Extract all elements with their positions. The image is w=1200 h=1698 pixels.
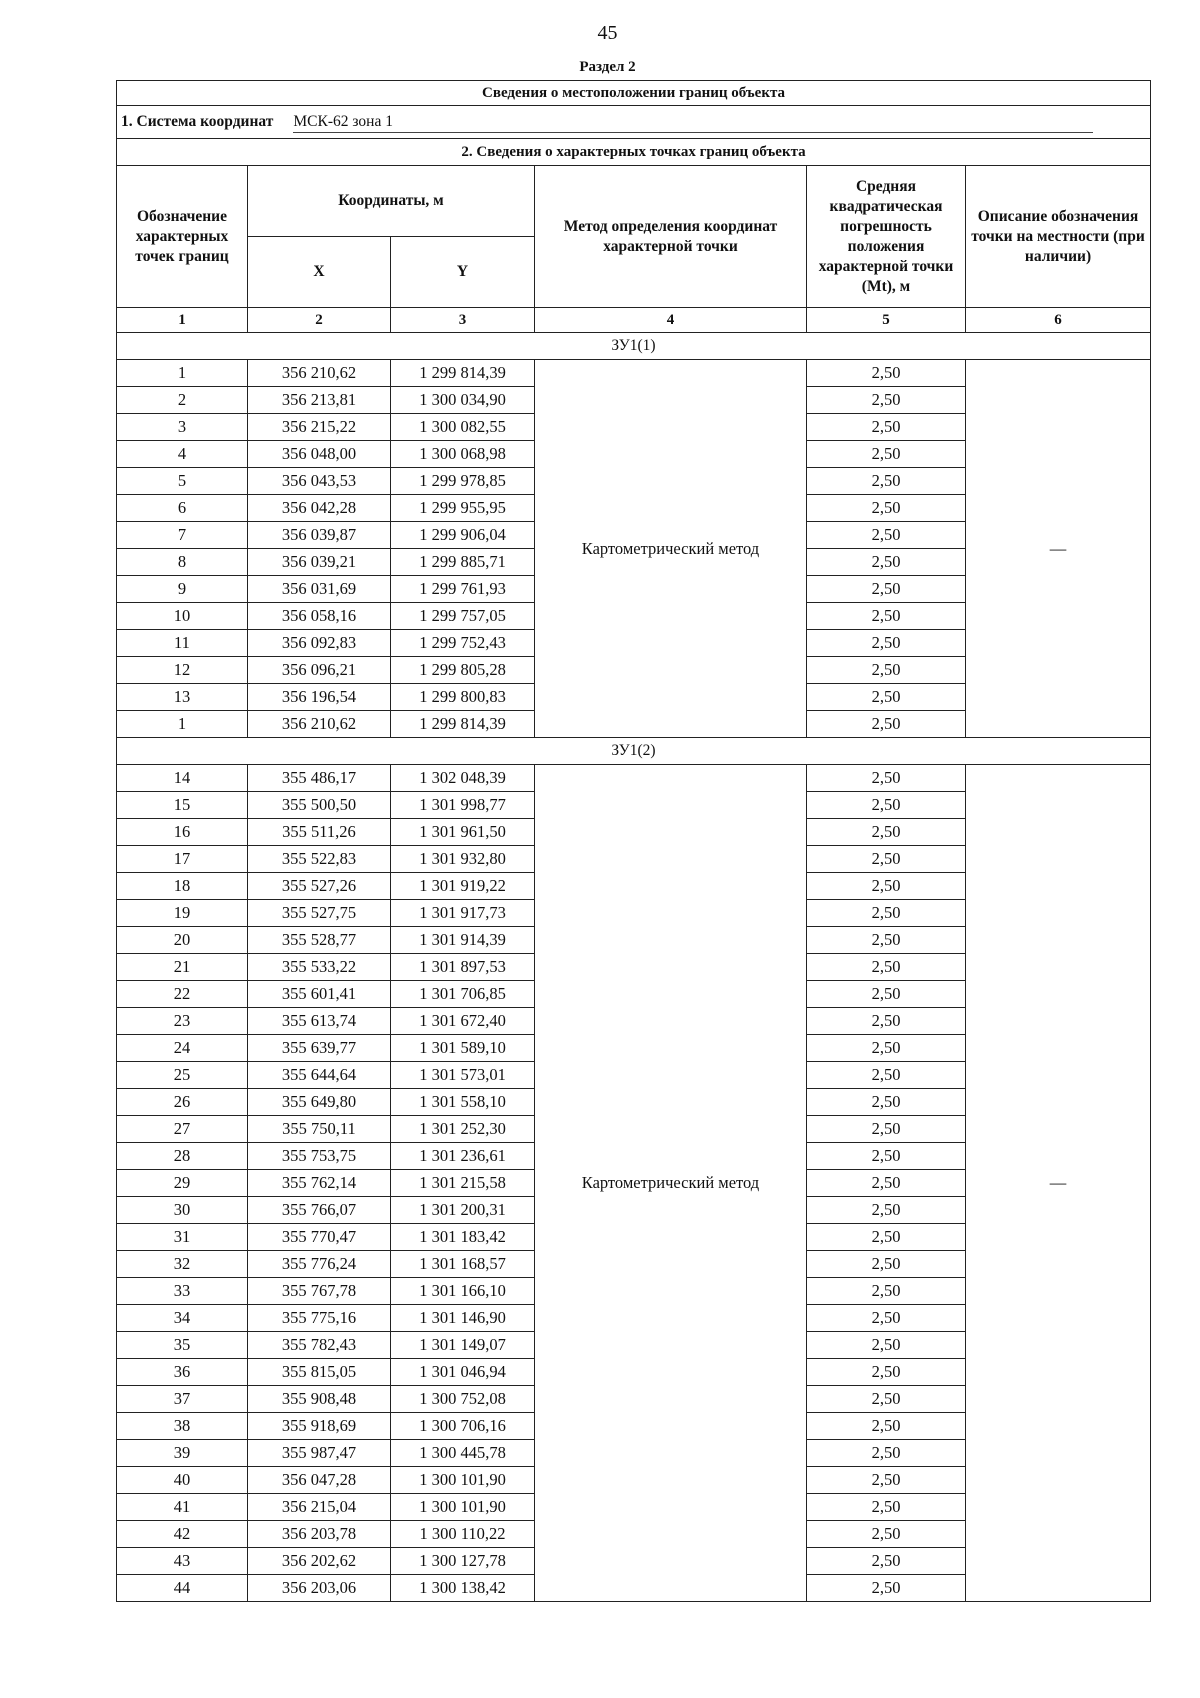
description-cell: — — [966, 360, 1151, 738]
table-row — [117, 360, 1151, 387]
y-coordinate-cell: 1 300 101,90 — [391, 1494, 535, 1521]
point-number-cell: 27 — [117, 1116, 248, 1143]
error-cell: 2,50 — [807, 981, 966, 1008]
error-cell: 2,50 — [807, 441, 966, 468]
y-coordinate-cell: 1 301 897,53 — [391, 954, 535, 981]
y-coordinate-cell: 1 299 814,39 — [391, 711, 535, 738]
error-cell: 2,50 — [807, 603, 966, 630]
x-coordinate-cell: 355 527,75 — [248, 900, 391, 927]
x-coordinate-cell: 355 766,07 — [248, 1197, 391, 1224]
header-error: Средняя квадратическая погрешность положения характерной точки (Mt), м — [807, 166, 966, 308]
point-number-cell: 1 — [117, 360, 248, 387]
table-row — [117, 765, 1151, 792]
page-number: 45 — [597, 22, 618, 44]
column-number: 1 — [117, 308, 248, 333]
method-cell: Картометрический метод — [535, 360, 807, 738]
x-coordinate-cell: 356 048,00 — [248, 441, 391, 468]
column-number: 4 — [535, 308, 807, 333]
error-cell: 2,50 — [807, 1440, 966, 1467]
group-header-row — [117, 333, 1151, 360]
error-cell: 2,50 — [807, 954, 966, 981]
point-number-cell: 37 — [117, 1386, 248, 1413]
x-coordinate-cell: 355 753,75 — [248, 1143, 391, 1170]
error-cell: 2,50 — [807, 1548, 966, 1575]
point-number-cell: 28 — [117, 1143, 248, 1170]
error-cell: 2,50 — [807, 1224, 966, 1251]
x-coordinate-cell: 356 215,22 — [248, 414, 391, 441]
coord-system-label: 1. Система координат — [121, 112, 274, 130]
x-coordinate-cell: 355 815,05 — [248, 1359, 391, 1386]
x-coordinate-cell: 356 039,87 — [248, 522, 391, 549]
boundary-table — [116, 80, 1151, 1602]
point-number-cell: 2 — [117, 387, 248, 414]
y-coordinate-cell: 1 300 706,16 — [391, 1413, 535, 1440]
x-coordinate-cell: 355 782,43 — [248, 1332, 391, 1359]
error-cell: 2,50 — [807, 468, 966, 495]
error-cell: 2,50 — [807, 387, 966, 414]
x-coordinate-cell: 356 203,78 — [248, 1521, 391, 1548]
y-coordinate-cell: 1 300 101,90 — [391, 1467, 535, 1494]
error-cell: 2,50 — [807, 1089, 966, 1116]
error-cell: 2,50 — [807, 711, 966, 738]
header-description: Описание обозначения точки на местности (при наличии) — [966, 166, 1151, 308]
x-coordinate-cell: 356 047,28 — [248, 1467, 391, 1494]
error-cell: 2,50 — [807, 900, 966, 927]
point-number-cell: 18 — [117, 873, 248, 900]
point-number-cell: 7 — [117, 522, 248, 549]
y-coordinate-cell: 1 300 445,78 — [391, 1440, 535, 1467]
x-coordinate-cell: 355 613,74 — [248, 1008, 391, 1035]
point-number-cell: 21 — [117, 954, 248, 981]
y-coordinate-cell: 1 301 168,57 — [391, 1251, 535, 1278]
error-cell: 2,50 — [807, 1494, 966, 1521]
x-coordinate-cell: 355 527,26 — [248, 873, 391, 900]
point-number-cell: 14 — [117, 765, 248, 792]
point-number-cell: 34 — [117, 1305, 248, 1332]
y-coordinate-cell: 1 301 914,39 — [391, 927, 535, 954]
x-coordinate-cell: 356 215,04 — [248, 1494, 391, 1521]
point-number-cell: 8 — [117, 549, 248, 576]
error-cell: 2,50 — [807, 630, 966, 657]
error-cell: 2,50 — [807, 1575, 966, 1602]
point-number-cell: 39 — [117, 1440, 248, 1467]
x-coordinate-cell: 355 649,80 — [248, 1089, 391, 1116]
error-cell: 2,50 — [807, 873, 966, 900]
point-number-cell: 1 — [117, 711, 248, 738]
y-coordinate-cell: 1 299 752,43 — [391, 630, 535, 657]
y-coordinate-cell: 1 301 998,77 — [391, 792, 535, 819]
y-coordinate-cell: 1 300 034,90 — [391, 387, 535, 414]
point-number-cell: 24 — [117, 1035, 248, 1062]
error-cell: 2,50 — [807, 1251, 966, 1278]
x-coordinate-cell: 356 058,16 — [248, 603, 391, 630]
x-coordinate-cell: 355 639,77 — [248, 1035, 391, 1062]
error-cell: 2,50 — [807, 1035, 966, 1062]
group-header-row — [117, 738, 1151, 765]
y-coordinate-cell: 1 300 068,98 — [391, 441, 535, 468]
x-coordinate-cell: 356 203,06 — [248, 1575, 391, 1602]
point-number-cell: 17 — [117, 846, 248, 873]
y-coordinate-cell: 1 299 814,39 — [391, 360, 535, 387]
y-coordinate-cell: 1 301 166,10 — [391, 1278, 535, 1305]
point-number-cell: 10 — [117, 603, 248, 630]
error-cell: 2,50 — [807, 1386, 966, 1413]
point-number-cell: 23 — [117, 1008, 248, 1035]
error-cell: 2,50 — [807, 1332, 966, 1359]
error-cell: 2,50 — [807, 1359, 966, 1386]
column-number: 5 — [807, 308, 966, 333]
column-numbers-row — [117, 308, 1151, 333]
y-coordinate-cell: 1 301 215,58 — [391, 1170, 535, 1197]
x-coordinate-cell: 355 776,24 — [248, 1251, 391, 1278]
x-coordinate-cell: 355 500,50 — [248, 792, 391, 819]
error-cell: 2,50 — [807, 414, 966, 441]
error-cell: 2,50 — [807, 360, 966, 387]
error-cell: 2,50 — [807, 657, 966, 684]
x-coordinate-cell: 355 762,14 — [248, 1170, 391, 1197]
error-cell: 2,50 — [807, 1305, 966, 1332]
error-cell: 2,50 — [807, 1521, 966, 1548]
error-cell: 2,50 — [807, 684, 966, 711]
y-coordinate-cell: 1 299 906,04 — [391, 522, 535, 549]
x-coordinate-cell: 356 043,53 — [248, 468, 391, 495]
header-point-designation: Обозначение характерных точек границ — [117, 166, 248, 308]
x-coordinate-cell: 355 767,78 — [248, 1278, 391, 1305]
y-coordinate-cell: 1 299 761,93 — [391, 576, 535, 603]
coord-system-row — [117, 106, 1151, 139]
point-number-cell: 26 — [117, 1089, 248, 1116]
x-coordinate-cell: 355 486,17 — [248, 765, 391, 792]
y-coordinate-cell: 1 300 127,78 — [391, 1548, 535, 1575]
error-cell: 2,50 — [807, 576, 966, 603]
point-number-cell: 44 — [117, 1575, 248, 1602]
column-number: 6 — [966, 308, 1151, 333]
x-coordinate-cell: 355 775,16 — [248, 1305, 391, 1332]
error-cell: 2,50 — [807, 1413, 966, 1440]
x-coordinate-cell: 355 511,26 — [248, 819, 391, 846]
x-coordinate-cell: 355 522,83 — [248, 846, 391, 873]
y-coordinate-cell: 1 301 149,07 — [391, 1332, 535, 1359]
y-coordinate-cell: 1 299 978,85 — [391, 468, 535, 495]
x-coordinate-cell: 356 196,54 — [248, 684, 391, 711]
x-coordinate-cell: 356 039,21 — [248, 549, 391, 576]
point-number-cell: 9 — [117, 576, 248, 603]
y-coordinate-cell: 1 300 082,55 — [391, 414, 535, 441]
column-number: 3 — [391, 308, 535, 333]
table-title: Сведения о местоположении границ объекта — [117, 81, 1151, 106]
group-name: ЗУ1(1) — [117, 333, 1151, 360]
point-number-cell: 5 — [117, 468, 248, 495]
x-coordinate-cell: 356 210,62 — [248, 711, 391, 738]
point-number-cell: 16 — [117, 819, 248, 846]
error-cell: 2,50 — [807, 846, 966, 873]
header-method: Метод определения координат характерной точки — [535, 166, 807, 308]
x-coordinate-cell: 356 096,21 — [248, 657, 391, 684]
point-number-cell: 3 — [117, 414, 248, 441]
point-number-cell: 6 — [117, 495, 248, 522]
x-coordinate-cell: 355 750,11 — [248, 1116, 391, 1143]
header-y: Y — [391, 237, 535, 308]
x-coordinate-cell: 355 601,41 — [248, 981, 391, 1008]
x-coordinate-cell: 356 031,69 — [248, 576, 391, 603]
x-coordinate-cell: 356 213,81 — [248, 387, 391, 414]
y-coordinate-cell: 1 300 110,22 — [391, 1521, 535, 1548]
y-coordinate-cell: 1 301 961,50 — [391, 819, 535, 846]
y-coordinate-cell: 1 301 252,30 — [391, 1116, 535, 1143]
point-number-cell: 15 — [117, 792, 248, 819]
error-cell: 2,50 — [807, 819, 966, 846]
y-coordinate-cell: 1 301 183,42 — [391, 1224, 535, 1251]
error-cell: 2,50 — [807, 1467, 966, 1494]
group-name: ЗУ1(2) — [117, 738, 1151, 765]
y-coordinate-cell: 1 301 589,10 — [391, 1035, 535, 1062]
x-coordinate-cell: 355 987,47 — [248, 1440, 391, 1467]
y-coordinate-cell: 1 302 048,39 — [391, 765, 535, 792]
point-number-cell: 20 — [117, 927, 248, 954]
error-cell: 2,50 — [807, 1008, 966, 1035]
y-coordinate-cell: 1 301 932,80 — [391, 846, 535, 873]
x-coordinate-cell: 355 528,77 — [248, 927, 391, 954]
x-coordinate-cell: 356 202,62 — [248, 1548, 391, 1575]
section-title: Раздел 2 — [579, 59, 636, 75]
point-number-cell: 38 — [117, 1413, 248, 1440]
y-coordinate-cell: 1 299 757,05 — [391, 603, 535, 630]
point-number-cell: 13 — [117, 684, 248, 711]
description-cell: — — [966, 765, 1151, 1602]
point-number-cell: 36 — [117, 1359, 248, 1386]
point-number-cell: 22 — [117, 981, 248, 1008]
x-coordinate-cell: 355 533,22 — [248, 954, 391, 981]
point-number-cell: 11 — [117, 630, 248, 657]
y-coordinate-cell: 1 299 805,28 — [391, 657, 535, 684]
y-coordinate-cell: 1 301 573,01 — [391, 1062, 535, 1089]
point-number-cell: 30 — [117, 1197, 248, 1224]
error-cell: 2,50 — [807, 765, 966, 792]
method-cell: Картометрический метод — [535, 765, 807, 1602]
point-number-cell: 29 — [117, 1170, 248, 1197]
y-coordinate-cell: 1 301 200,31 — [391, 1197, 535, 1224]
error-cell: 2,50 — [807, 792, 966, 819]
error-cell: 2,50 — [807, 522, 966, 549]
point-number-cell: 42 — [117, 1521, 248, 1548]
column-number: 2 — [248, 308, 391, 333]
header-coordinates: Координаты, м — [248, 166, 535, 237]
x-coordinate-cell: 356 042,28 — [248, 495, 391, 522]
y-coordinate-cell: 1 301 236,61 — [391, 1143, 535, 1170]
error-cell: 2,50 — [807, 927, 966, 954]
point-number-cell: 43 — [117, 1548, 248, 1575]
point-number-cell: 4 — [117, 441, 248, 468]
coord-system-value: МСК-62 зона 1 — [293, 112, 1093, 133]
x-coordinate-cell: 355 770,47 — [248, 1224, 391, 1251]
x-coordinate-cell: 355 644,64 — [248, 1062, 391, 1089]
y-coordinate-cell: 1 301 919,22 — [391, 873, 535, 900]
error-cell: 2,50 — [807, 1143, 966, 1170]
error-cell: 2,50 — [807, 1170, 966, 1197]
point-number-cell: 19 — [117, 900, 248, 927]
point-number-cell: 32 — [117, 1251, 248, 1278]
y-coordinate-cell: 1 301 146,90 — [391, 1305, 535, 1332]
error-cell: 2,50 — [807, 549, 966, 576]
point-number-cell: 25 — [117, 1062, 248, 1089]
error-cell: 2,50 — [807, 1278, 966, 1305]
y-coordinate-cell: 1 301 706,85 — [391, 981, 535, 1008]
y-coordinate-cell: 1 301 558,10 — [391, 1089, 535, 1116]
points-title: 2. Сведения о характерных точках границ объекта — [117, 139, 1151, 166]
y-coordinate-cell: 1 299 885,71 — [391, 549, 535, 576]
y-coordinate-cell: 1 299 800,83 — [391, 684, 535, 711]
y-coordinate-cell: 1 301 672,40 — [391, 1008, 535, 1035]
y-coordinate-cell: 1 301 917,73 — [391, 900, 535, 927]
y-coordinate-cell: 1 300 752,08 — [391, 1386, 535, 1413]
point-number-cell: 41 — [117, 1494, 248, 1521]
error-cell: 2,50 — [807, 1062, 966, 1089]
error-cell: 2,50 — [807, 1197, 966, 1224]
y-coordinate-cell: 1 301 046,94 — [391, 1359, 535, 1386]
y-coordinate-cell: 1 300 138,42 — [391, 1575, 535, 1602]
error-cell: 2,50 — [807, 495, 966, 522]
x-coordinate-cell: 356 092,83 — [248, 630, 391, 657]
header-x: X — [248, 237, 391, 308]
x-coordinate-cell: 355 908,48 — [248, 1386, 391, 1413]
point-number-cell: 12 — [117, 657, 248, 684]
x-coordinate-cell: 356 210,62 — [248, 360, 391, 387]
point-number-cell: 35 — [117, 1332, 248, 1359]
error-cell: 2,50 — [807, 1116, 966, 1143]
y-coordinate-cell: 1 299 955,95 — [391, 495, 535, 522]
point-number-cell: 33 — [117, 1278, 248, 1305]
point-number-cell: 40 — [117, 1467, 248, 1494]
point-number-cell: 31 — [117, 1224, 248, 1251]
x-coordinate-cell: 355 918,69 — [248, 1413, 391, 1440]
